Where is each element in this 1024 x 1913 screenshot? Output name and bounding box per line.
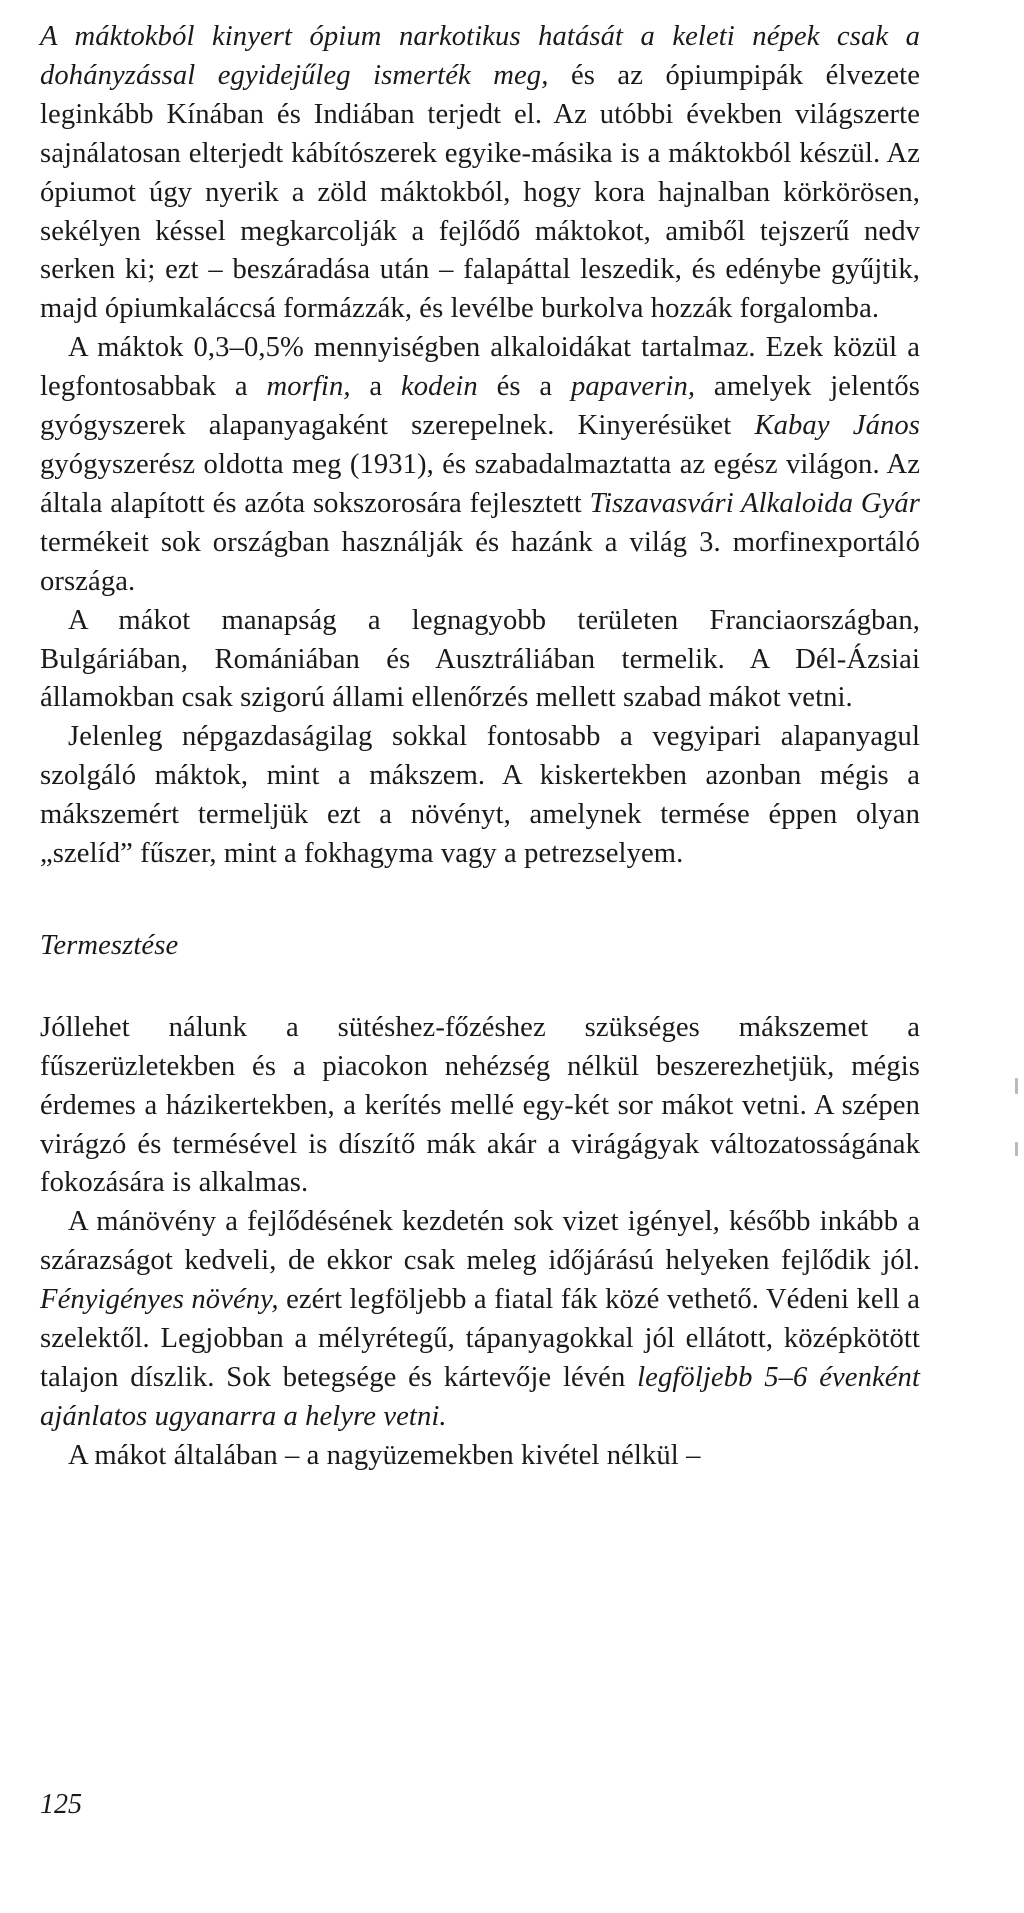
text-column — [40, 18, 920, 1476]
paragraph-requirements: A mánövény a fejlődésének kezdetén sok vizet igényel, később inkább a szárazságot kedveli, de ekkor csak meleg időjárású helyeken fejlődik jól. Fényigényes növény, ezért legföljebb a fiatal fák közé vethető. Védeni kell a szelektől. Legjobban a mélyrétegű, tápanyagokkal jól ellátott, középkötött talajon díszlik. Sok betegsége és kártevője lévén legföljebb 5–6 évenként ajánlatos ugyanarra a helyre vetni. — [40, 1206, 920, 1432]
page-number: 125 — [40, 1789, 82, 1820]
scan-edge-mark — [1015, 1078, 1018, 1094]
paragraph-cultivation: Jóllehet nálunk a sütéshez-főzéshez szükséges mákszemet a fűszerüzletekben és a piacokon nehézség nélkül beszerezhetjük, mégis érdemes a házikertekben, a kerítés mellé egy-két sor mákot vetni. A szépen virágzó és termésével is díszítő mák akár a virágágyak változatosságának fokozására is alkalmas. — [40, 1011, 920, 1199]
term-papaverin: papaverin, — [571, 371, 696, 403]
paragraph-sowing: A mákot általában – a nagyüzemekben kivétel nélkül – — [68, 1439, 701, 1471]
person-name: Kabay János — [754, 410, 920, 442]
paragraph-production: A mákot manapság a legnagyobb területen Franciaországban, Bulgáriában, Romániában és Ausztráliában termelik. A Dél-Ázsiai államokban csak szigorú állami ellenőrzés mellett szabad mákot vetni. — [40, 604, 920, 714]
term-morfin: morfin, — [266, 371, 351, 403]
paragraph-opium: A máktokból kinyert ópium narkotikus hatását a keleti népek csak a dohányzással egyidejűleg ismerték meg, és az ópiumpipák élvezete leginkább Kínában és Indiában terjedt el. Az utóbbi években világszerte sajnálatosan elterjedt kábítószerek egyike-másika is a máktokból készül. Az ópiumot úgy nyerik a zöld máktokból, hogy kora hajnalban körkörösen, sekélyen késsel megkarcolják a fejlődő máktokot, amiből tejszerű nedv serken ki; ezt – beszáradása után – falapáttal leszedik, és edénybe gyűjtik, majd ópiumkaláccsá formázzák, és levélbe burkolva hozzák forgalomba. — [40, 21, 921, 325]
factory-name: Tiszavasvári Alkaloida Gyár — [589, 487, 921, 519]
light-needs-term: Fényigényes növény, — [40, 1284, 279, 1316]
rotation-advice: legföljebb 5–6 évenként ajánlatos ugyanarra a helyre vetni. — [40, 1362, 920, 1432]
paragraph-alkaloids: A máktok 0,3–0,5% mennyiségben alkaloidákat tartalmaz. Ezek közül a legfontosabbak a morfin, a kodein és a papaverin, amelyek jelentős gyógyszerek alapanyagaként szerepelnek. Kinyerésüket Kabay János gyógyszerész oldotta meg (1931), és szabadalmaztatta az egész világon. Az általa alapított és azóta sokszorosára fejlesztett Tiszavasvári Alkaloida Gyár termékeit sok országban használják és hazánk a világ 3. morfinexportáló országa. — [40, 332, 921, 597]
italic-lead: A máktokból kinyert ópium narkotikus hatását a keleti népek csak a dohányzással egyidejűleg ismerték meg, — [40, 21, 920, 91]
scan-edge-mark — [1015, 1142, 1018, 1156]
paragraph-economy: Jelenleg népgazdaságilag sokkal fontosabb a vegyipari alapanyagul szolgáló máktok, mint a mákszem. A kiskertekben azonban mégis a mákszemért termeljük ezt a növényt, amelynek termése éppen olyan „szelíd” fűszer, mint a fokhagyma vagy a petrezselyem. — [40, 721, 920, 870]
section-heading: Termesztése — [40, 929, 179, 961]
term-kodein: kodein — [400, 371, 478, 403]
